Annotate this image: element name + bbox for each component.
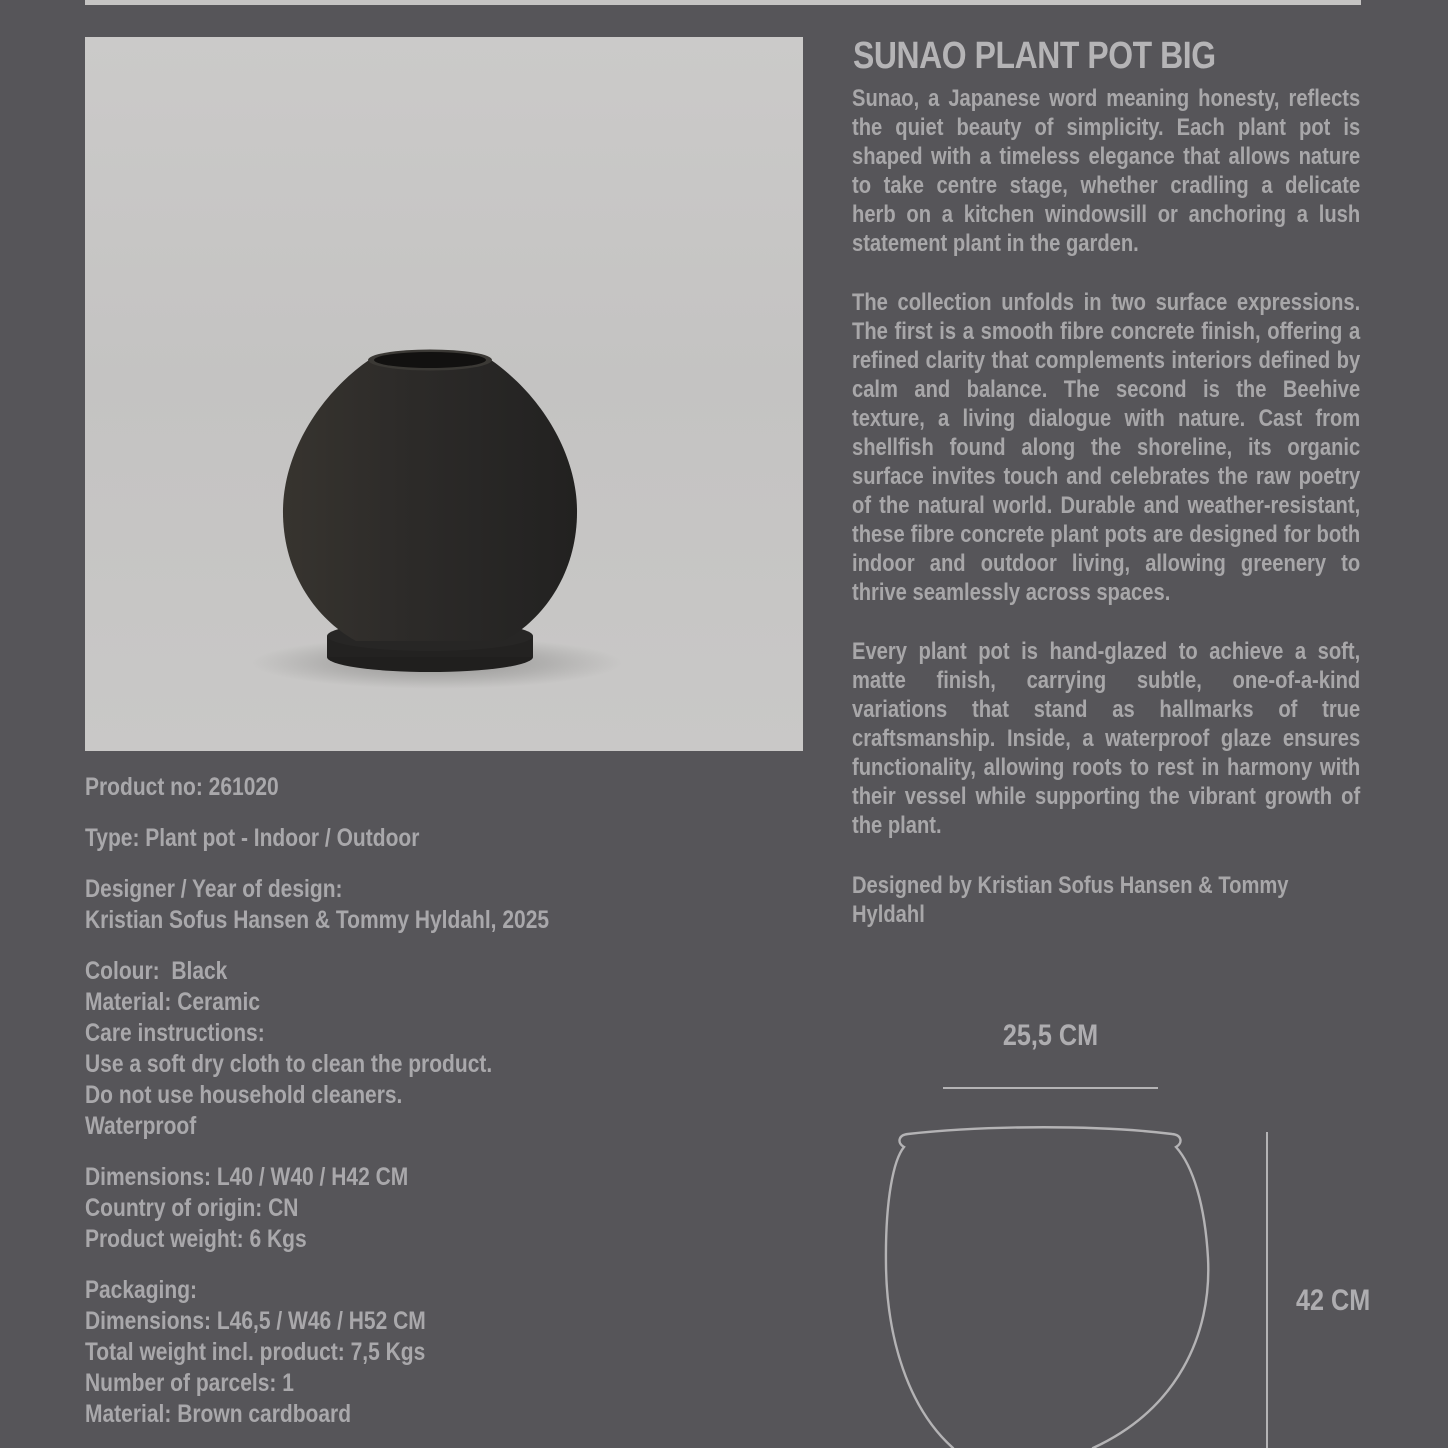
spec-line: Material: Ceramic (85, 988, 261, 1016)
description-paragraph: Every plant pot is hand-glazed to achieve a soft, matte finish, carrying subtle, one-of-a-kind variations that stand as hallmarks of true craftsmanship. Inside, a waterproof glaze ensures functionality, allowing roots to rest in harmony with their vessel while supporting the vibrant growth of the plant. (852, 638, 1361, 839)
spec-line: Use a soft dry cloth to clean the product. (85, 1050, 493, 1078)
pot-outline-drawing (860, 1115, 1448, 1448)
spec-block-type (85, 823, 685, 854)
spec-line: Total weight incl. product: 7,5 Kgs (85, 1338, 426, 1366)
spec-line: Waterproof (85, 1112, 197, 1140)
spec-line: Type: Plant pot - Indoor / Outdoor (85, 824, 420, 852)
spec-block-dimensions (85, 1162, 685, 1255)
spec-line: Dimensions: L40 / W40 / H42 CM (85, 1163, 409, 1191)
spec-line: Colour: Black (85, 957, 228, 985)
page-top-strip (85, 0, 1361, 5)
description-paragraph: Sunao, a Japanese word meaning honesty, reflects the quiet beauty of simplicity. Each plant pot is shaped with a timeless elegance that allows nature to take centre stage, whether cradling a delicate herb on a kitchen windowsill or anchoring a lush statement plant in the garden. (852, 85, 1361, 257)
spec-line: Material: Brown cardboard (85, 1400, 352, 1428)
product-description (852, 84, 1362, 929)
spec-line: Packaging: (85, 1276, 198, 1304)
spec-line: Kristian Sofus Hansen & Tommy Hyldahl, 2025 (85, 906, 550, 934)
spec-block-designer (85, 874, 685, 936)
product-photo (85, 37, 803, 751)
spec-block-product-no (85, 772, 685, 803)
width-dimension-line (943, 1087, 1158, 1089)
page-title: SUNAO PLANT POT BIG (853, 35, 1216, 77)
spec-line: Designer / Year of design: (85, 875, 343, 903)
spec-line: Country of origin: CN (85, 1194, 299, 1222)
spec-line: Product weight: 6 Kgs (85, 1225, 307, 1253)
description-paragraph: The collection unfolds in two surface expressions. The first is a smooth fibre concrete finish, offering a refined clarity that complements interiors defined by calm and balance. The second is the Beehive texture, a living dialogue with nature. Cast from shellfish found along the shoreline, its organic surface invites touch and celebrates the raw poetry of the natural world. Durable and weather-resistant, these fibre concrete plant pots are designed for both indoor and outdoor living, allowing greenery to thrive seamlessly across spaces. (852, 289, 1361, 606)
spec-line: Dimensions: L46,5 / W46 / H52 CM (85, 1307, 426, 1335)
designed-by-credit: Designed by Kristian Sofus Hansen & Tommy Hyldahl (852, 872, 1289, 928)
plant-pot-image (85, 37, 803, 751)
pot-outline-path (886, 1127, 1208, 1448)
spec-line: Number of parcels: 1 (85, 1369, 294, 1397)
width-dimension-label: 25,5 CM (1002, 1019, 1099, 1052)
height-dimension-line (1266, 1132, 1268, 1448)
product-specifications (85, 772, 685, 1448)
height-dimension-label: 42 CM (1296, 1284, 1371, 1317)
spec-line: Product no: 261020 (85, 773, 279, 801)
pot-body (283, 350, 577, 642)
height-dimension-label-wrap (1296, 1285, 1436, 1317)
spec-block-packaging (85, 1275, 685, 1430)
spec-line: Care instructions: (85, 1019, 265, 1047)
spec-block-material-care (85, 956, 685, 1142)
width-dimension-label-wrap (943, 1020, 1158, 1052)
spec-line: Do not use household cleaners. (85, 1081, 403, 1109)
